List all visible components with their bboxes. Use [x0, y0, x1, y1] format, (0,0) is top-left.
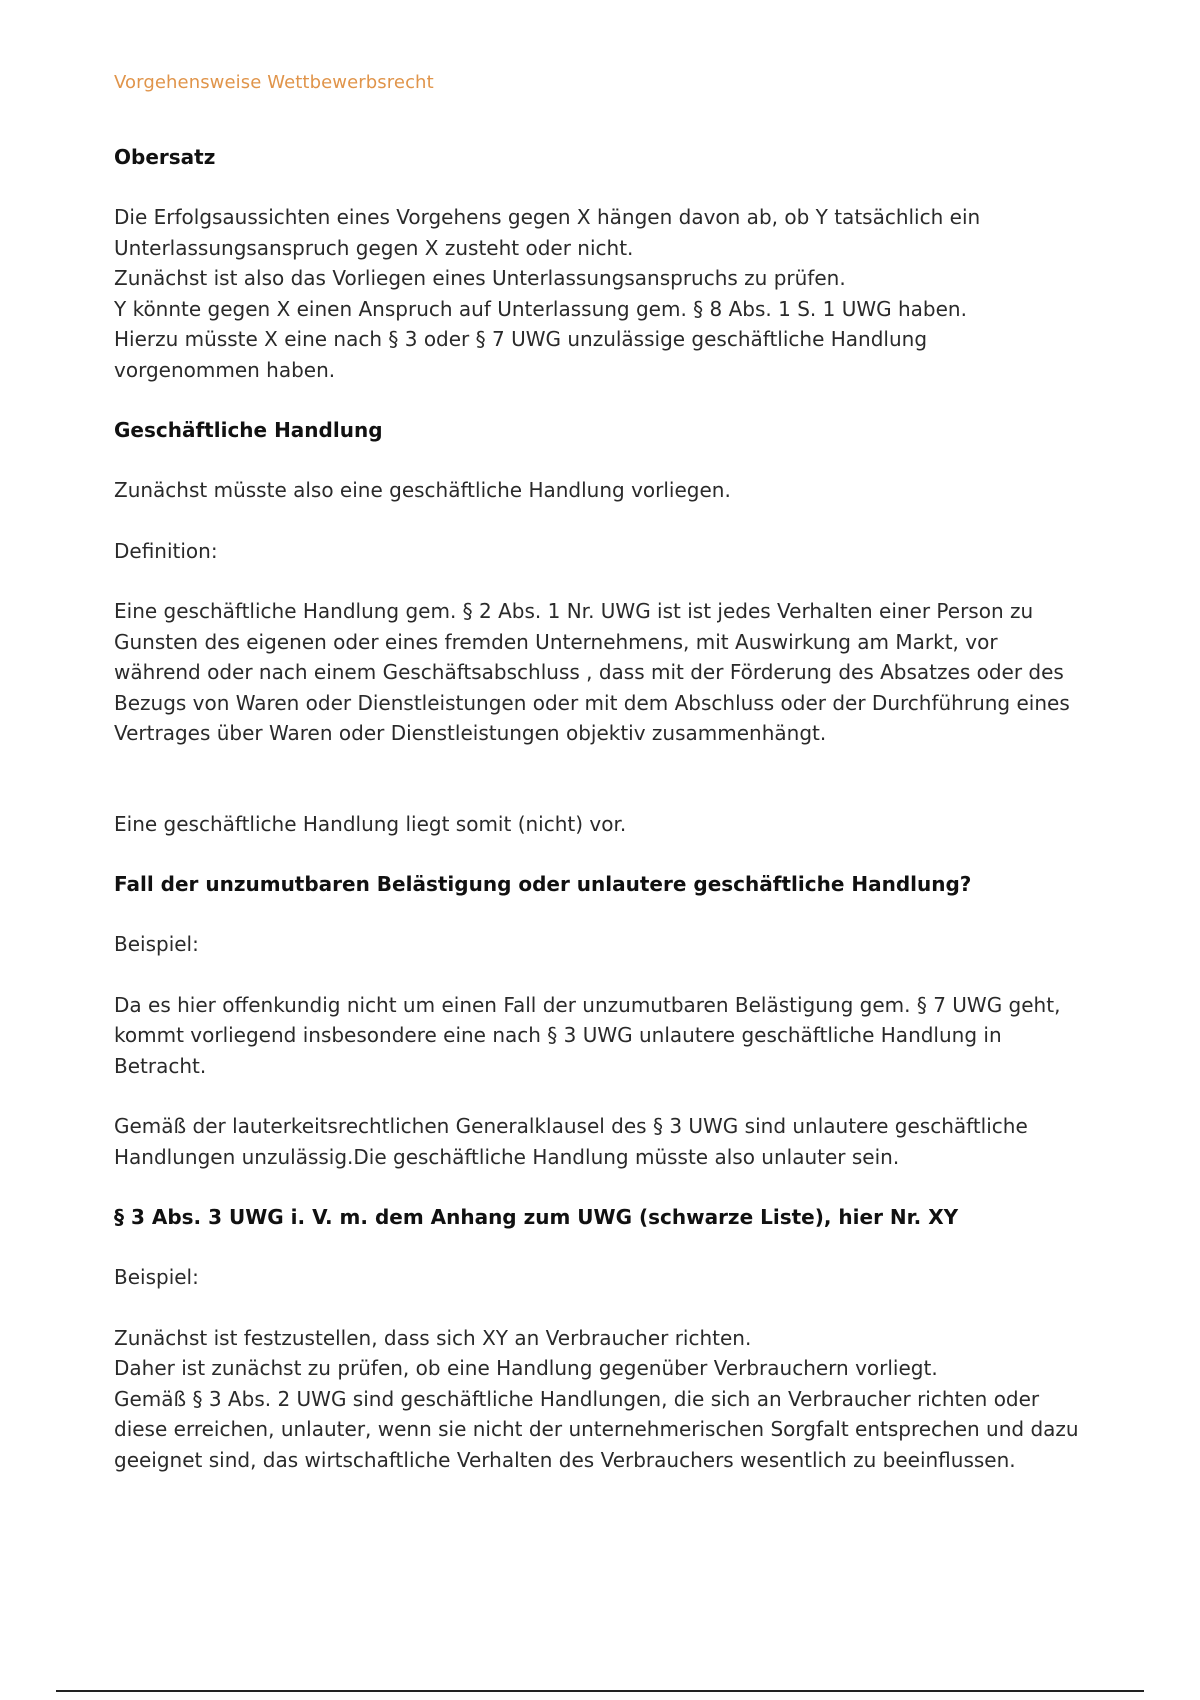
text-line: Gunsten des eigenen oder eines fremden Unternehmens, mit Auswirkung am Markt, vor: [114, 629, 998, 654]
text-line: vorgenommen haben.: [114, 357, 336, 382]
obersatz-paragraph: [114, 202, 1094, 385]
section-heading-fall: Fall der unzumutbaren Belästigung oder unlautere geschäftliche Handlung?: [114, 872, 972, 896]
text-line: Daher ist zunächst zu prüfen, ob eine Handlung gegenüber Verbrauchern vorliegt.: [114, 1356, 938, 1380]
example-label: Beispiel:: [114, 932, 199, 956]
text-line: Die Erfolgsaussichten eines Vorgehens gegen X hängen davon ab, ob Y tatsächlich ein: [114, 205, 981, 229]
text-line: Gemäß der lauterkeitsrechtlichen Generalklausel des § 3 UWG sind unlautere geschäftliche: [114, 1114, 1028, 1138]
text-line: Bezugs von Waren oder Dienstleistungen oder mit dem Abschluss oder der Durchführung eines: [114, 690, 1070, 715]
handlung-intro: Zunächst müsste also eine geschäftliche Handlung vorliegen.: [114, 478, 731, 502]
schwarze-liste-paragraph: [114, 1323, 1094, 1476]
text-line: kommt vorliegend insbesondere eine nach § 3 UWG unlautere geschäftliche Handlung in: [114, 1023, 1002, 1047]
text-line: Betracht.: [114, 1053, 207, 1078]
text-line: Vertrages über Waren oder Dienstleistungen objektiv zusammenhängt.: [114, 721, 827, 745]
definition-label: Definition:: [114, 538, 218, 563]
text-line: Zunächst ist also das Vorliegen eines Unterlassungsanspruchs zu prüfen.: [114, 266, 846, 290]
definition-paragraph: [114, 596, 1094, 749]
text-line: Gemäß § 3 Abs. 2 UWG sind geschäftliche Handlungen, die sich an Verbraucher richten oder: [114, 1386, 1040, 1411]
text-line: Da es hier offenkundig nicht um einen Fall der unzumutbaren Belästigung gem. § 7 UWG geht,: [114, 992, 1061, 1017]
section-heading-geschaeftliche-handlung: Geschäftliche Handlung: [114, 418, 383, 442]
text-line: Zunächst ist festzustellen, dass sich XY an Verbraucher richten.: [114, 1325, 752, 1350]
document-body: [114, 142, 1094, 1475]
text-line: Handlungen unzulässig.Die geschäftliche Handlung müsste also unlauter sein.: [114, 1144, 900, 1169]
text-line: Hierzu müsste X eine nach § 3 oder § 7 UWG unzulässige geschäftliche Handlung: [114, 327, 928, 351]
section-heading-schwarze-liste: § 3 Abs. 3 UWG i. V. m. dem Anhang zum UWG (schwarze Liste), hier Nr. XY: [114, 1205, 959, 1229]
text-line: während oder nach einem Geschäftsabschluss , dass mit der Förderung des Absatzes oder des: [114, 660, 1064, 684]
footer-rule: [56, 1690, 1144, 1692]
fall-paragraph-2: [114, 1111, 1094, 1172]
text-line: Y könnte gegen X einen Anspruch auf Unterlassung gem. § 8 Abs. 1 S. 1 UWG haben.: [114, 296, 967, 321]
text-line: Eine geschäftliche Handlung gem. § 2 Abs. 1 Nr. UWG ist ist jedes Verhalten einer Person zu: [114, 599, 1034, 623]
handlung-conclusion: Eine geschäftliche Handlung liegt somit (nicht) vor.: [114, 811, 627, 836]
section-heading-obersatz: Obersatz: [114, 145, 216, 169]
text-line: geeignet sind, das wirtschaftliche Verhalten des Verbrauchers wesentlich zu beeinflussen.: [114, 1447, 1016, 1472]
example-label: Beispiel:: [114, 1265, 199, 1289]
fall-paragraph-1: [114, 990, 1094, 1082]
text-line: diese erreichen, unlauter, wenn sie nicht der unternehmerischen Sorgfalt entsprechen und dazu: [114, 1417, 1079, 1441]
text-line: Unterlassungsanspruch gegen X zusteht oder nicht.: [114, 235, 634, 260]
running-header: Vorgehensweise Wettbewerbsrecht: [114, 72, 434, 93]
